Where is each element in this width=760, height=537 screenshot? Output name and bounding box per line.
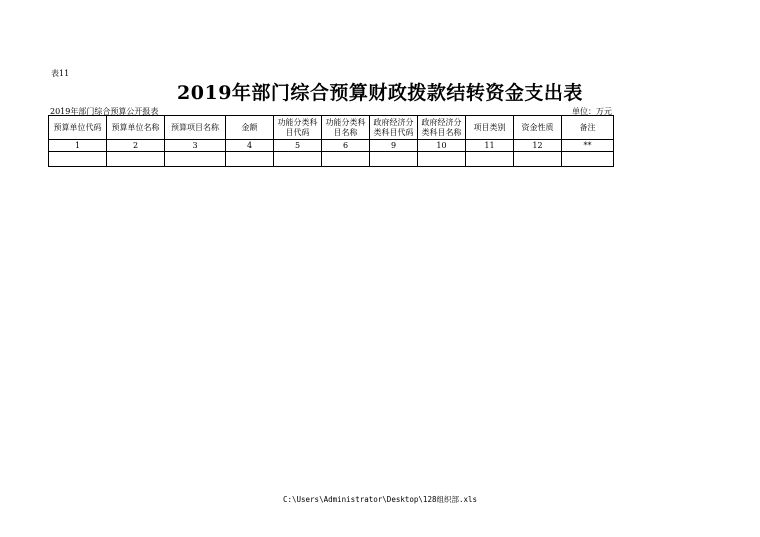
data-cell <box>322 152 370 167</box>
data-cell <box>49 152 107 167</box>
index-cell: 2 <box>107 140 165 152</box>
data-cell <box>562 152 614 167</box>
data-cell <box>226 152 274 167</box>
expenditure-table <box>48 115 614 167</box>
index-row <box>49 140 614 152</box>
table-number: 表11 <box>51 69 70 78</box>
report-caption: 2019年部门综合预算公开报表 <box>50 107 159 116</box>
index-cell: 11 <box>466 140 514 152</box>
header-cell-unit-name: 预算单位名称 <box>107 116 165 140</box>
index-cell: 12 <box>514 140 562 152</box>
empty-data-row <box>49 152 614 167</box>
header-cell-economic-code: 政府经济分类科目代码 <box>370 116 418 140</box>
header-cell-function-code: 功能分类科目代码 <box>274 116 322 140</box>
data-cell <box>165 152 226 167</box>
header-cell-project-type: 项目类别 <box>466 116 514 140</box>
header-cell-fund-nature: 资金性质 <box>514 116 562 140</box>
header-cell-remarks: 备注 <box>562 116 614 140</box>
unit-label: 单位：万元 <box>572 107 612 116</box>
index-cell: 1 <box>49 140 107 152</box>
header-cell-economic-name: 政府经济分类科目名称 <box>418 116 466 140</box>
sheet-title: 2019年部门综合预算财政拨款结转资金支出表 <box>177 82 583 104</box>
file-path-footer: C:\Users\Administrator\Desktop\128组织部.xls <box>282 495 478 504</box>
data-cell <box>466 152 514 167</box>
index-cell: 10 <box>418 140 466 152</box>
index-cell: 4 <box>226 140 274 152</box>
header-cell-function-name: 功能分类科目名称 <box>322 116 370 140</box>
header-cell-unit-code: 预算单位代码 <box>49 116 107 140</box>
index-cell: 9 <box>370 140 418 152</box>
index-cell: 6 <box>322 140 370 152</box>
data-cell <box>274 152 322 167</box>
header-cell-project-name: 预算项目名称 <box>165 116 226 140</box>
header-cell-amount: 金额 <box>226 116 274 140</box>
data-cell <box>418 152 466 167</box>
data-cell <box>107 152 165 167</box>
index-cell: 5 <box>274 140 322 152</box>
header-row <box>49 116 614 140</box>
data-cell <box>370 152 418 167</box>
index-cell: ** <box>562 140 614 152</box>
data-cell <box>514 152 562 167</box>
index-cell: 3 <box>165 140 226 152</box>
